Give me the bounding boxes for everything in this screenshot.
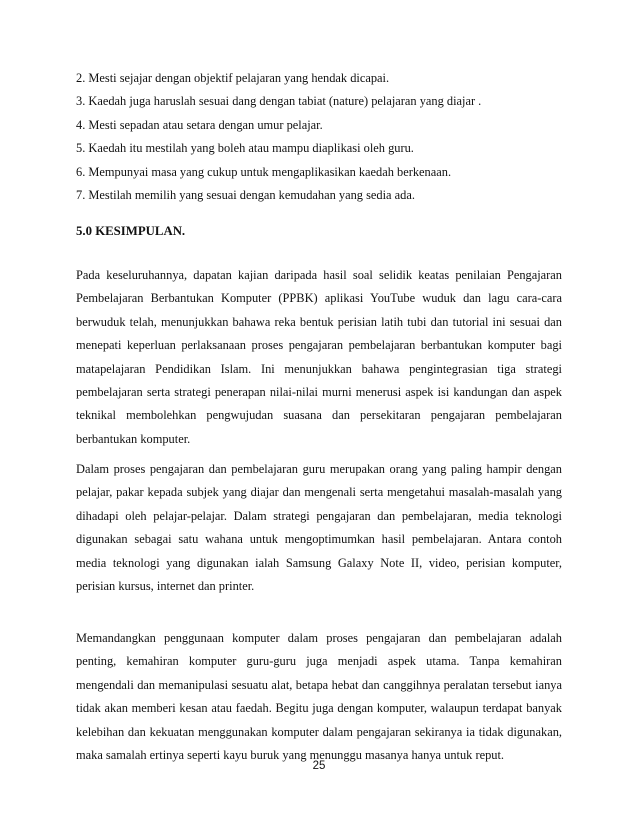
paragraph-line: menepati keperluan perlaksanaan proses pengajaran pembelajaran berbantukan komputer bagi [76, 338, 562, 353]
list-item: 6. Mempunyai masa yang cukup untuk mengaplikasikan kaedah berkenaan. [76, 164, 452, 179]
paragraph-computer-skills [76, 627, 562, 767]
paragraph-line: berwuduk telah, menunjukkan bahawa reka bentuk perisian latih tubi dan tutorial ini sesuai dan [76, 314, 562, 329]
paragraph-line: matapelajaran Pendidikan Islam. Ini menunjukkan bahawa pengintegrasian tiga strategi [76, 361, 562, 376]
list-item: 5. Kaedah itu mestilah yang boleh atau mampu diaplikasi oleh guru. [76, 141, 414, 156]
list-item: 2. Mesti sejajar dengan objektif pelajaran yang hendak dicapai. [76, 71, 390, 85]
paragraph-line: Dalam proses pengajaran dan pembelajaran guru merupakan orang yang paling hampir dengan [76, 462, 562, 476]
section-heading: 5.0 KESIMPULAN. [76, 224, 186, 238]
paragraph-line: Memandangkan penggunaan komputer dalam proses pengajaran dan pembelajaran adalah [76, 631, 562, 645]
paragraph-line: kelebihan dan kekuatan menggunakan komputer dalam pengajaran sekiranya ia tidak digunakan, [76, 724, 562, 739]
paragraph-conclusion [76, 264, 562, 451]
paragraph-line: teknikal membolehkan pengwujudan suasana dan persekitaran pengajaran pembelajaran [76, 408, 562, 423]
paragraph-line: penting, kemahiran komputer guru-guru juga menjadi aspek utama. Tanpa kemahiran [76, 654, 562, 669]
paragraph-line: dihadapi oleh pelajar-pelajar. Dalam strategi pengajaran dan pembelajaran, media teknologi [76, 508, 562, 523]
page-number: 25 [312, 760, 326, 772]
paragraph-line: Pada keseluruhannya, dapatan kajian daripada hasil soal selidik keatas penilaian Pengajaran [76, 268, 562, 282]
paragraph-line: digunakan sebagai satu wahana untuk mengoptimumkan hasil pembelajaran. Antara contoh [76, 532, 562, 547]
paragraph-teaching-process [76, 458, 562, 598]
paragraph-line: tidak akan memberi kesan atau faedah. Begitu juga dengan komputer, walaupun terdapat banyak [76, 701, 562, 716]
paragraph-line: berbantukan komputer. [76, 431, 191, 446]
paragraph-line: pembelajaran serta strategi penerapan nilai-nilai murni menerusi aspek isi kandungan dan aspek [76, 384, 562, 399]
paragraph-line: mengendali dan memanipulasi sesuatu alat, betapa hebat dan canggihnya peralatan tersebut ianya [76, 677, 562, 692]
paragraph-line: perisian kursus, internet dan printer. [76, 578, 255, 593]
paragraph-line: pelajar, pakar kepada subjek yang diajar dan mengenali serta mengetahui masalah-masalah yang [76, 485, 562, 500]
list-item: 3. Kaedah juga haruslah sesuai dang dengan tabiat (nature) pelajaran yang diajar . [76, 94, 482, 109]
criteria-list [76, 67, 566, 207]
paragraph-line: media teknologi yang digunakan ialah Samsung Galaxy Note II, video, perisian komputer, [76, 555, 562, 570]
list-item: 4. Mesti sepadan atau setara dengan umur pelajar. [76, 117, 323, 132]
list-item: 7. Mestilah memilih yang sesuai dengan kemudahan yang sedia ada. [76, 187, 415, 202]
paragraph-line: Pembelajaran Berbantukan Komputer (PPBK) aplikasi YouTube wuduk dan lagu cara-cara [76, 291, 562, 306]
paragraph-line: maka samalah ertinya seperti kayu buruk yang menunggu masanya hanya untuk reput. [76, 747, 505, 762]
